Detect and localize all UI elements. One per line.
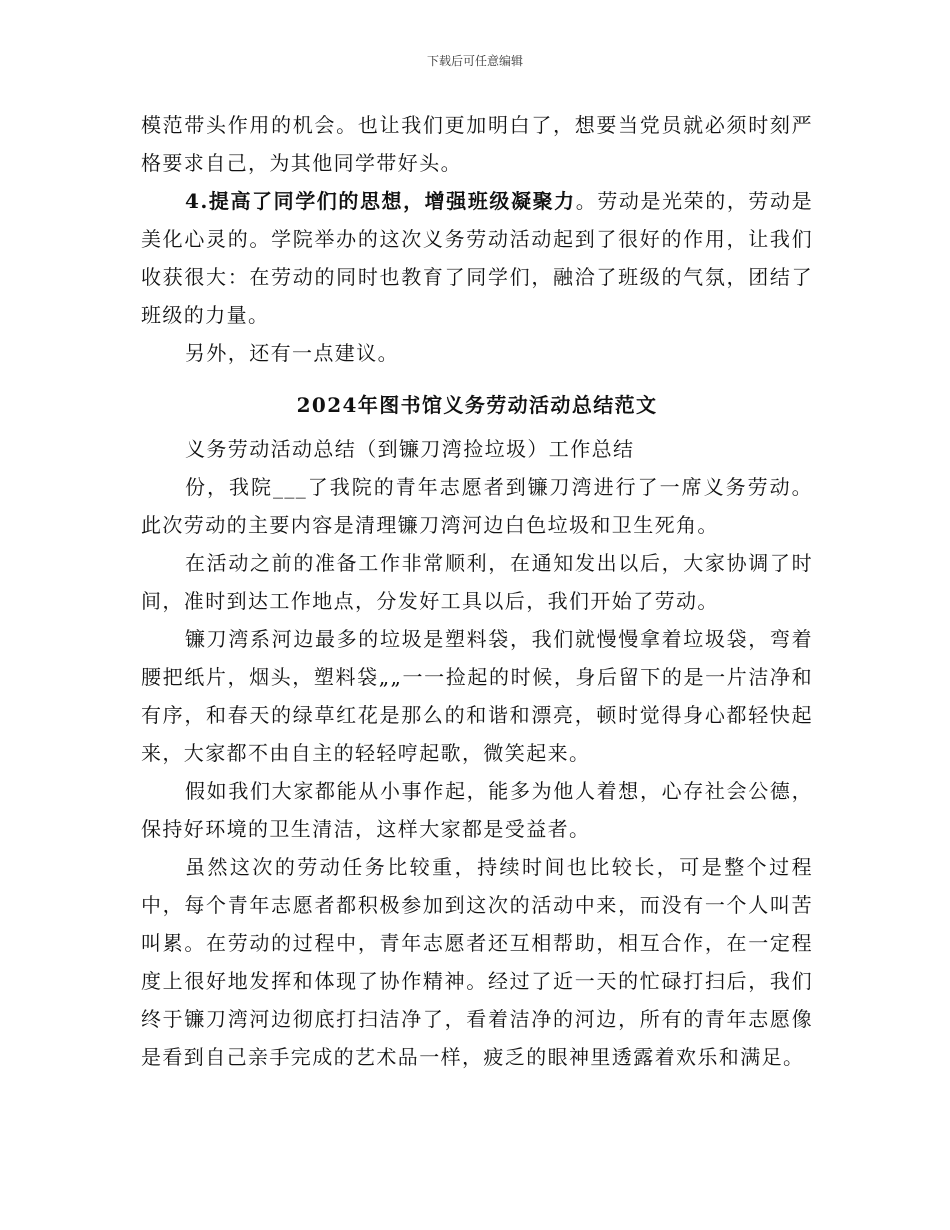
point-4-text: 。劳动是光荣的，劳动是美化心灵的。学院举办的这次义务劳动活动起到了很好的作用，让我们收获很大：在劳动的同时也教育了同学们，融洽了班级的气氛，团结了班级的力量。	[141, 189, 813, 327]
paragraph-point-4	[141, 182, 813, 334]
paragraph-preparation: 在活动之前的准备工作非常顺利，在通知发出以后，大家协调了时间，准时到达工作地点，分发好工具以后，我们开始了劳动。	[141, 551, 813, 613]
page-header-note: 下载后可任意编辑	[426, 54, 523, 68]
paragraph-cleanup: 镰刀湾系河边最多的垃圾是塑料袋，我们就慢慢拿着垃圾袋，弯着腰把纸片，烟头，塑料袋„„一一捡起的时候，身后留下的是一片洁净和有序，和春天的绿草红花是那么的和谐和漂亮，顿时觉得身心都轻快起来，大家都不由自主的轻轻哼起歌，微笑起来。	[141, 627, 813, 765]
paragraph-reflection: 假如我们大家都能从小事作起，能多为他人着想，心存社会公德，保持好环境的卫生清洁，这样大家都是受益者。	[141, 779, 813, 841]
section-title: 2024年图书馆义务劳动活动总结范文	[296, 393, 658, 417]
point-4-heading: 4.提高了同学们的思想，增强班级凝聚力	[185, 189, 576, 213]
paragraph-conclusion: 虽然这次的劳动任务比较重，持续时间也比较长，可是整个过程中，每个青年志愿者都积极参加到这次的活动中来，而没有一个人叫苦叫累。在劳动的过程中，青年志愿者还互相帮助，相互合作，在一定程度上很好地发挥和体现了协作精神。经过了近一天的忙碌打扫后，我们终于镰刀湾河边彻底打扫洁净了，看着洁净的河边，所有的青年志愿像是看到自己亲手完成的艺术品一样，疲乏的眼神里透露着欢乐和满足。	[141, 855, 813, 1069]
document-body	[141, 106, 813, 1076]
paragraph-continuation: 模范带头作用的机会。也让我们更加明白了，想要当党员就必须时刻严格要求自己，为其他同学带好头。	[141, 113, 813, 175]
paragraph-intro: 份，我院___了我院的青年志愿者到镰刀湾进行了一席义务劳动。此次劳动的主要内容是清理镰刀湾河边白色垃圾和卫生死角。	[141, 475, 813, 537]
paragraph-subtitle: 义务劳动活动总结（到镰刀湾捡垃圾）工作总结	[185, 437, 635, 461]
paragraph-suggestion: 另外，还有一点建议。	[185, 341, 399, 365]
